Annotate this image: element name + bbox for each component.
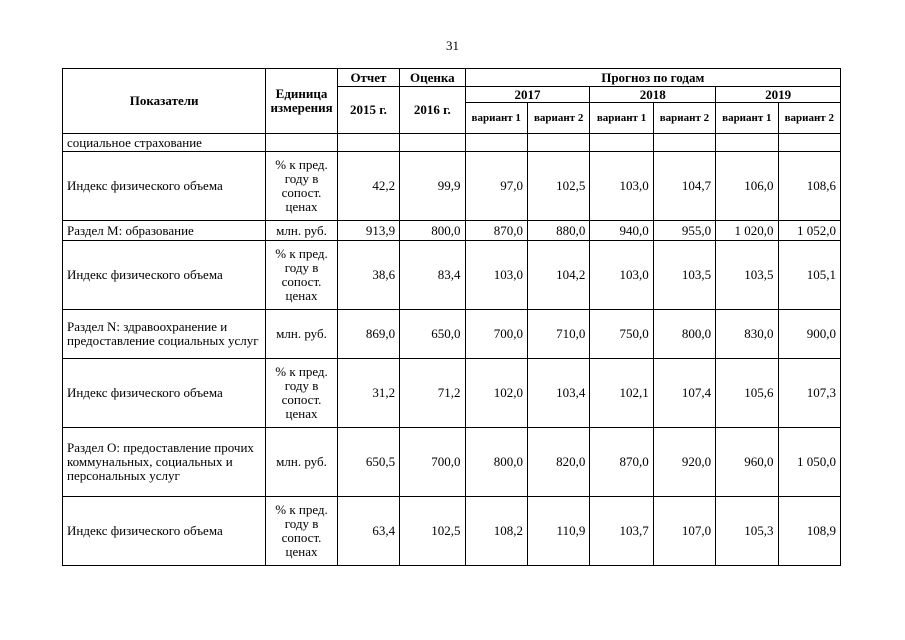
- header-variant: вариант 1: [716, 103, 778, 134]
- value-cell: 940,0: [590, 221, 653, 241]
- value-cell: 38,6: [337, 241, 399, 310]
- table-row: [63, 134, 841, 152]
- value-cell: 107,0: [653, 497, 715, 566]
- table-row: [63, 428, 841, 497]
- row-unit: % к пред. году в сопост. ценах: [266, 241, 337, 310]
- header-year-2018: 2018: [590, 87, 716, 103]
- value-cell: 102,5: [527, 152, 589, 221]
- value-cell: 104,7: [653, 152, 715, 221]
- table-row: [63, 152, 841, 221]
- header-year-2017: 2017: [465, 87, 590, 103]
- value-cell: [716, 134, 778, 152]
- value-cell: 103,4: [527, 359, 589, 428]
- value-cell: 105,1: [778, 241, 840, 310]
- value-cell: 63,4: [337, 497, 399, 566]
- row-unit: млн. руб.: [266, 428, 337, 497]
- value-cell: 102,5: [400, 497, 465, 566]
- value-cell: 103,0: [465, 241, 527, 310]
- value-cell: 913,9: [337, 221, 399, 241]
- row-label: Раздел О: предоставление прочих коммунальных, социальных и персональных услуг: [63, 428, 266, 497]
- value-cell: 920,0: [653, 428, 715, 497]
- value-cell: 107,3: [778, 359, 840, 428]
- value-cell: 700,0: [465, 310, 527, 359]
- value-cell: 700,0: [400, 428, 465, 497]
- row-label: Индекс физического объема: [63, 497, 266, 566]
- value-cell: [527, 134, 589, 152]
- value-cell: 105,6: [716, 359, 778, 428]
- value-cell: 105,3: [716, 497, 778, 566]
- value-cell: [337, 134, 399, 152]
- table-body: [63, 134, 841, 566]
- header-indicators: Показатели: [63, 69, 266, 134]
- value-cell: 820,0: [527, 428, 589, 497]
- value-cell: 108,9: [778, 497, 840, 566]
- value-cell: 110,9: [527, 497, 589, 566]
- value-cell: 103,0: [590, 152, 653, 221]
- row-unit: % к пред. году в сопост. ценах: [266, 497, 337, 566]
- table-row: [63, 497, 841, 566]
- value-cell: 650,5: [337, 428, 399, 497]
- header-estimate-year: 2016 г.: [400, 87, 465, 134]
- value-cell: 650,0: [400, 310, 465, 359]
- value-cell: 103,5: [653, 241, 715, 310]
- value-cell: 870,0: [590, 428, 653, 497]
- value-cell: [465, 134, 527, 152]
- row-unit: [266, 134, 337, 152]
- value-cell: 102,0: [465, 359, 527, 428]
- value-cell: [653, 134, 715, 152]
- value-cell: 1 020,0: [716, 221, 778, 241]
- header-estimate: Оценка: [400, 69, 465, 87]
- page-number: 31: [446, 38, 459, 53]
- value-cell: 103,0: [590, 241, 653, 310]
- row-unit: % к пред. году в сопост. ценах: [266, 359, 337, 428]
- row-label: Раздел М: образование: [63, 221, 266, 241]
- value-cell: 800,0: [653, 310, 715, 359]
- table-row: [63, 221, 841, 241]
- row-label: Индекс физического объема: [63, 241, 266, 310]
- row-label: Раздел N: здравоохранение и предоставление социальных услуг: [63, 310, 266, 359]
- value-cell: 880,0: [527, 221, 589, 241]
- value-cell: 83,4: [400, 241, 465, 310]
- header-variant: вариант 2: [527, 103, 589, 134]
- table-row: [63, 241, 841, 310]
- header-forecast: Прогноз по годам: [465, 69, 840, 87]
- value-cell: 104,2: [527, 241, 589, 310]
- value-cell: 900,0: [778, 310, 840, 359]
- value-cell: 71,2: [400, 359, 465, 428]
- row-unit: млн. руб.: [266, 221, 337, 241]
- value-cell: 97,0: [465, 152, 527, 221]
- row-unit: % к пред. году в сопост. ценах: [266, 152, 337, 221]
- value-cell: 31,2: [337, 359, 399, 428]
- header-report: Отчет: [337, 69, 399, 87]
- row-unit: млн. руб.: [266, 310, 337, 359]
- row-label: Индекс физического объема: [63, 152, 266, 221]
- value-cell: 869,0: [337, 310, 399, 359]
- value-cell: 99,9: [400, 152, 465, 221]
- header-variant: вариант 2: [778, 103, 840, 134]
- value-cell: [590, 134, 653, 152]
- value-cell: 750,0: [590, 310, 653, 359]
- forecast-table: [62, 68, 841, 566]
- value-cell: 108,6: [778, 152, 840, 221]
- header-variant: вариант 2: [653, 103, 715, 134]
- row-label: социальное страхование: [63, 134, 266, 152]
- value-cell: 870,0: [465, 221, 527, 241]
- value-cell: 955,0: [653, 221, 715, 241]
- value-cell: [400, 134, 465, 152]
- value-cell: 800,0: [465, 428, 527, 497]
- value-cell: 1 050,0: [778, 428, 840, 497]
- table-row: [63, 310, 841, 359]
- row-label: Индекс физического объема: [63, 359, 266, 428]
- value-cell: 107,4: [653, 359, 715, 428]
- value-cell: [778, 134, 840, 152]
- value-cell: 103,7: [590, 497, 653, 566]
- value-cell: 106,0: [716, 152, 778, 221]
- header-variant: вариант 1: [465, 103, 527, 134]
- value-cell: 710,0: [527, 310, 589, 359]
- header-year-2019: 2019: [716, 87, 841, 103]
- value-cell: 830,0: [716, 310, 778, 359]
- table-row: [63, 359, 841, 428]
- value-cell: 1 052,0: [778, 221, 840, 241]
- value-cell: 103,5: [716, 241, 778, 310]
- value-cell: 960,0: [716, 428, 778, 497]
- value-cell: 108,2: [465, 497, 527, 566]
- header-variant: вариант 1: [590, 103, 653, 134]
- value-cell: 102,1: [590, 359, 653, 428]
- value-cell: 800,0: [400, 221, 465, 241]
- value-cell: 42,2: [337, 152, 399, 221]
- header-unit: Единица измерения: [266, 69, 337, 134]
- header-report-year: 2015 г.: [337, 87, 399, 134]
